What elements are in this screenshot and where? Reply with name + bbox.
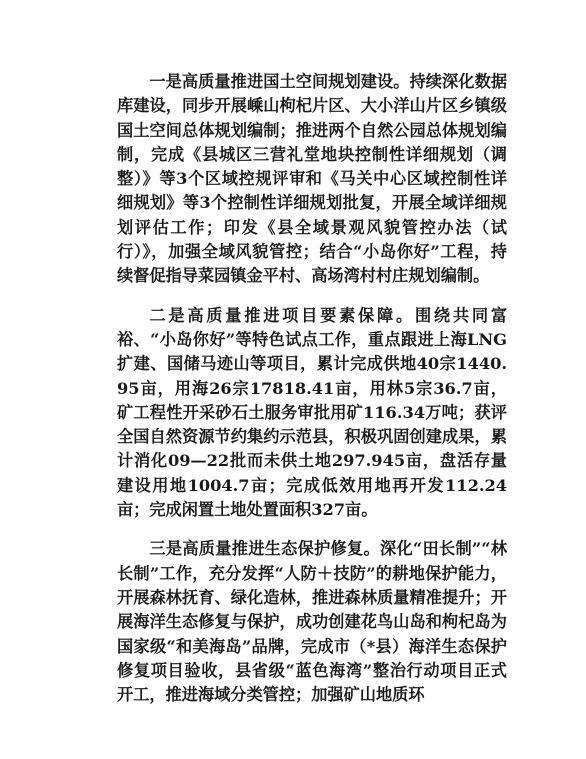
- paragraph-3: [117, 537, 507, 707]
- paragraph-3-text: 深化“田长制”“林长制”工作，充分发挥“人防＋技防”的耕地保护能力，开展森林抚育、绿化造林，推进森林质量精准提升；开展海洋生态修复与保护，成功创建花鸟山岛和枸杞岛为国家级“和美海岛”品牌，完成市（*县）海洋生态保护修复项目验收，县省级“蓝色海湾”整治行动项目正式开工，推进海域分类管控；加强矿山地质环: [117, 539, 508, 705]
- paragraph-1-text: 持续深化数据库建设，同步开展嵊山枸杞片区、大小洋山片区乡镇级国土空间总体规划编制；推进两个自然公园总体规划编制，完成《县城区三营礼堂地块控制性详细规划（调整）》等3个区域控规评审和《马关中心区域控制性详细规划》等3个控制性详细规划批复，开展全域详细规划评估工作；印发《县全域景观风貌管控办法（试行）》，加强全域风貌管控；结合“小岛你好”工程，持续督促指导菜园镇金平村、高场湾村村庄规划编制。: [117, 72, 508, 286]
- paragraph-3-lead: 三是高质量推进生态保护修复。: [149, 539, 380, 559]
- paragraph-1: [117, 70, 507, 289]
- paragraph-2: [117, 304, 507, 523]
- document-body: [117, 70, 507, 722]
- paragraph-2-text: 围绕共同富裕、“小岛你好”等特色试点工作，重点跟进上海LNG扩建、国储马迹山等项目，累计完成供地40宗1440.95亩，用海26宗17818.41亩，用林5宗36.7亩，矿工程性开采砂石土服务审批用矿116.34万吨；获评全国自然资源节约集约示范县，积极巩固创建成果，累计消化09—22批而未供土地297.945亩，盘活存量建设用地1004.7亩；完成低效用地再开发112.24亩；完成闲置土地处置面积327亩。: [117, 305, 508, 520]
- paragraph-2-lead: 二是高质量推进项目要素保障。: [149, 305, 415, 325]
- paragraph-1-lead: 一是高质量推进国土空间规划建设。: [149, 72, 410, 91]
